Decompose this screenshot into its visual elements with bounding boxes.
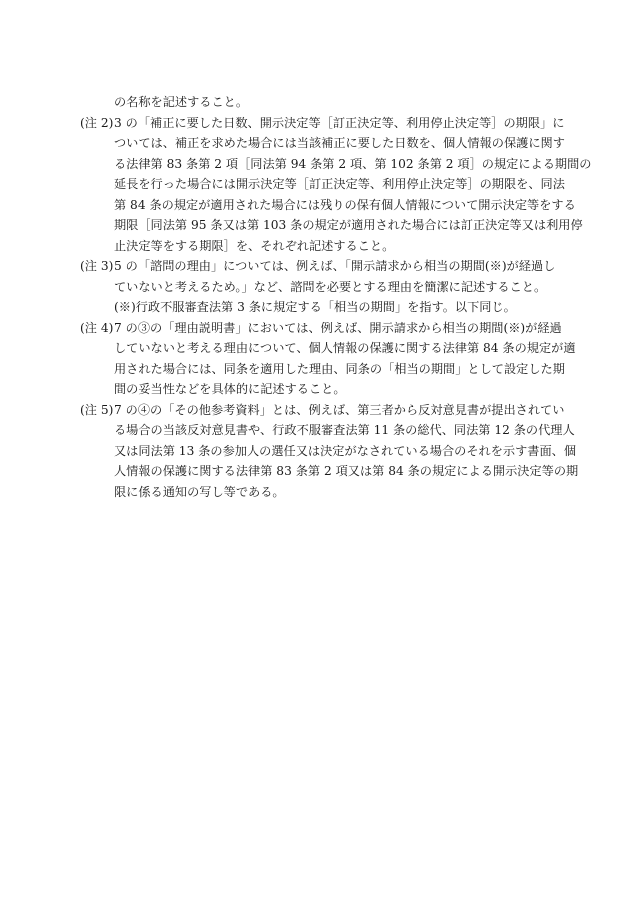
note-line: 止決定等をする期限］を、それぞれ記述すること。 [114, 238, 395, 253]
note-label: (注 3) [80, 259, 114, 273]
note-line: ついては、補正を求めた場合には当該補正に要した日数を、個人情報の保護に関す [114, 136, 565, 150]
note-footnote: (※)行政不服審査法第 3 条に規定する「相当の期間」を指す。以下同じ。 [114, 300, 516, 314]
note-3 [80, 256, 556, 318]
note-line: ていないと考えるため。」など、諮問を必要とする理由を簡潔に記述すること。 [114, 279, 547, 294]
note-line: 3 の「補正に要した日数、開示決定等［訂正決定等、利用停止決定等］の期限」に [114, 115, 565, 130]
note-label: (注 2) [80, 115, 114, 130]
note-line: る場合の当該反対意見書や、行政不服審査法第 11 条の総代、同法第 12 条の代理人 [114, 423, 575, 437]
note-line: 第 84 条の規定が適用された場合には残りの保有個人情報について開示決定等をする [114, 197, 576, 212]
note-line: 期限［同法第 95 条又は第 103 条の規定が適用された場合には訂正決定等又は利用停 [114, 218, 583, 232]
note-line: 用された場合には、同条を適用した理由、同条の「相当の期間」として設定した期 [114, 361, 565, 376]
note-label: (注 4) [80, 320, 114, 335]
note-2 [80, 113, 592, 257]
note-line: 延長を行った場合には開示決定等［訂正決定等、利用停止決定等］の期限を、同法 [114, 177, 565, 191]
note-label: (注 5) [80, 402, 114, 417]
note-line: 7 の④の「その他参考資料」とは、例えば、第三者から反対意見書が提出されてい [114, 402, 565, 417]
note-line: 5 の「諮問の理由」については、例えば、「開示請求から相当の期間(※)が経過し [114, 259, 556, 273]
note-line: 限に係る通知の写し等である。 [114, 484, 285, 499]
continuation-line: の名称を記述すること。 [114, 95, 249, 109]
note-line: 間の妥当性などを具体的に記述すること。 [114, 382, 346, 396]
note-line: 又は同法第 13 条の参加人の選任又は決定がなされている場合のそれを示す書面、個 [114, 443, 577, 458]
note-line: る法律第 83 条第 2 項［同法第 94 条第 2 項、第 102 条第 2 項］の規定による期間の [114, 156, 592, 171]
note-line: していないと考える理由について、個人情報の保護に関する法律第 84 条の規定が適 [114, 341, 576, 355]
note-line: 人情報の保護に関する法律第 83 条第 2 項又は第 84 条の規定による開示決定等の期 [114, 464, 579, 478]
note-5 [80, 400, 579, 503]
note-4 [80, 318, 576, 400]
note-line: 7 の③の「理由説明書」においては、例えば、開示請求から相当の期間(※)が経過 [114, 320, 562, 335]
